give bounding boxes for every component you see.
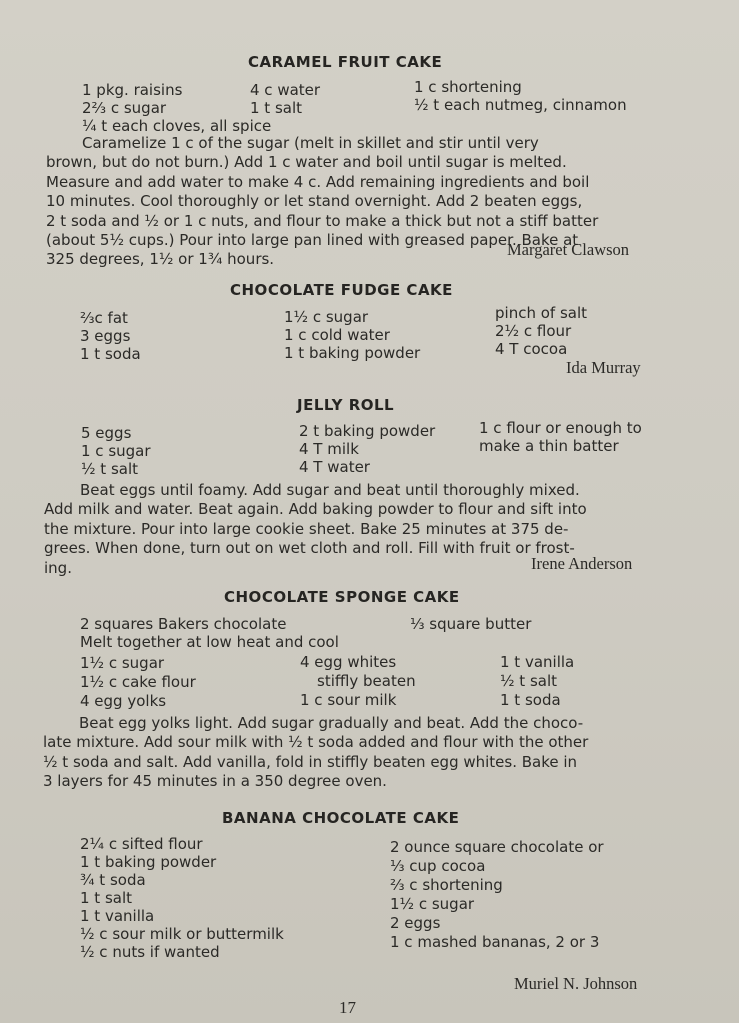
ingredient-column — [250, 81, 320, 117]
ingredient-line: ⅔ c shortening — [390, 876, 503, 894]
ingredient-column — [500, 653, 574, 710]
ingredient-line: ¾ t soda — [80, 871, 146, 889]
directions-line: Caramelize 1 c of the sugar (melt in skillet and stir until very — [82, 134, 539, 152]
ingredient-column — [414, 78, 627, 114]
ingredient-line: make a thin batter — [479, 437, 619, 455]
recipe-title: CHOCOLATE SPONGE CAKE — [224, 588, 460, 606]
ingredient-line: 1 t baking powder — [284, 344, 421, 362]
directions-line: 3 layers for 45 minutes in a 350 degree oven. — [43, 772, 387, 791]
ingredient-line: 1 t vanilla — [80, 907, 155, 925]
ingredient-line: 1 c sour milk — [300, 691, 397, 709]
ingredient-line: 1 c sugar — [81, 442, 151, 460]
directions-line: 325 degrees, 1½ or 1¾ hours. — [46, 250, 275, 269]
ingredient-line: 1 c cold water — [284, 326, 390, 344]
ingredient-line: ½ c sour milk or buttermilk — [80, 925, 284, 943]
ingredient-column — [82, 81, 271, 135]
ingredient-column — [390, 838, 604, 952]
ingredient-line: 2 t baking powder — [299, 422, 436, 440]
directions-line: Measure and add water to make 4 c. Add remaining ingredients and boil — [46, 172, 590, 191]
ingredient-column — [81, 424, 151, 478]
directions-line: Beat egg yolks light. Add sugar gradually and beat. Add the choco- — [79, 714, 584, 732]
page-number: 17 — [339, 998, 356, 1017]
ingredient-line: 2¼ c sifted flour — [80, 835, 203, 853]
directions-line: ing. — [44, 558, 72, 577]
ingredient-line: 1 t soda — [500, 691, 561, 709]
recipe-title: CHOCOLATE FUDGE CAKE — [230, 281, 453, 299]
recipe-title: CARAMEL FRUIT CAKE — [248, 53, 443, 71]
ingredient-line: ½ t each nutmeg, cinnamon — [414, 96, 627, 114]
ingredient-line: ½ t salt — [500, 672, 558, 690]
ingredient-line: stiffly beaten — [317, 672, 416, 690]
preparation-line: Melt together at low heat and cool — [80, 633, 339, 651]
recipe-author: Ida Murray — [566, 358, 641, 377]
ingredient-line: pinch of salt — [495, 304, 587, 322]
preparation-line: 2 squares Bakers chocolate — [80, 615, 287, 633]
ingredient-column — [300, 653, 416, 710]
ingredient-column — [80, 309, 141, 363]
ingredient-line: 4 egg whites — [300, 653, 397, 671]
directions-line: ½ t soda and salt. Add vanilla, fold in stiffly beaten egg whites. Bake in — [43, 752, 578, 771]
ingredient-line: 4 T cocoa — [495, 340, 568, 358]
ingredient-line: 1½ c cake flour — [80, 673, 196, 691]
recipe-author: Irene Anderson — [531, 554, 633, 573]
ingredient-line: 1 c flour or enough to — [479, 419, 642, 437]
ingredient-column — [495, 304, 587, 358]
ingredient-line: 1 c mashed bananas, 2 or 3 — [390, 933, 600, 951]
directions-line: Beat eggs until foamy. Add sugar and beat until thoroughly mixed. — [80, 481, 580, 499]
ingredient-line: ¼ t each cloves, all spice — [82, 117, 272, 135]
ingredient-column — [479, 419, 642, 455]
ingredient-line: 4 c water — [250, 81, 321, 99]
ingredient-line: 2 ounce square chocolate or — [390, 838, 604, 856]
ingredient-column — [284, 308, 420, 362]
directions-line: 2 t soda and ½ or 1 c nuts, and flour to make a thick but not a stiff batter — [46, 211, 599, 230]
ingredient-line: ⅔c fat — [80, 309, 128, 327]
ingredient-line: 1 c shortening — [414, 78, 522, 96]
ingredient-line: 1½ c sugar — [390, 895, 475, 913]
ingredient-line: 2⅔ c sugar — [82, 99, 167, 117]
recipe-title: JELLY ROLL — [297, 396, 395, 414]
ingredient-column — [299, 422, 435, 476]
ingredient-line: 1 t soda — [80, 345, 141, 363]
ingredient-line: 1½ c sugar — [80, 654, 165, 672]
ingredient-line: 4 T water — [299, 458, 370, 476]
recipe-directions — [43, 714, 669, 792]
recipe-author: Muriel N. Johnson — [514, 974, 638, 993]
ingredient-line: 5 eggs — [81, 424, 132, 442]
directions-line: the mixture. Pour into large cookie sheet. Bake 25 minutes at 375 de- — [44, 519, 569, 538]
ingredient-line: 3 eggs — [80, 327, 131, 345]
directions-line: 10 minutes. Cool thoroughly or let stand overnight. Add 2 beaten eggs, — [46, 192, 583, 211]
ingredient-line: ⅓ cup cocoa — [390, 857, 486, 875]
ingredient-line: 1 t baking powder — [80, 853, 217, 871]
ingredient-line: 2 eggs — [390, 914, 441, 932]
ingredient-line: 4 egg yolks — [80, 692, 167, 710]
ingredient-line: 1 t vanilla — [500, 653, 575, 671]
ingredient-line: 1 pkg. raisins — [82, 81, 183, 99]
recipe-author: Margaret Clawson — [507, 240, 630, 259]
ingredient-column — [80, 835, 284, 961]
ingredient-line: 1 t salt — [80, 889, 133, 907]
directions-line: (about 5½ cups.) Pour into large pan lined with greased paper. Bake at — [46, 231, 579, 250]
directions-line: late mixture. Add sour milk with ½ t soda added and flour with the other — [43, 733, 589, 752]
directions-line: grees. When done, turn out on wet cloth and roll. Fill with fruit or frost- — [44, 539, 575, 558]
recipe-preparation — [80, 615, 339, 652]
ingredient-line: ½ c nuts if wanted — [80, 943, 220, 961]
directions-line: brown, but do not burn.) Add 1 c water and boil until sugar is melted. — [46, 153, 567, 172]
recipe-title: BANANA CHOCOLATE CAKE — [222, 809, 460, 827]
ingredient-line: 2½ c flour — [495, 322, 572, 340]
ingredient-line: 1 t salt — [250, 99, 303, 117]
ingredient-line: ½ t salt — [81, 460, 139, 478]
directions-line: Add milk and water. Beat again. Add baking powder to flour and sift into — [44, 500, 587, 519]
preparation-line: ⅓ square butter — [410, 615, 532, 633]
ingredient-column — [80, 654, 196, 711]
ingredient-line: 1½ c sugar — [284, 308, 369, 326]
ingredient-line: 4 T milk — [299, 440, 359, 458]
